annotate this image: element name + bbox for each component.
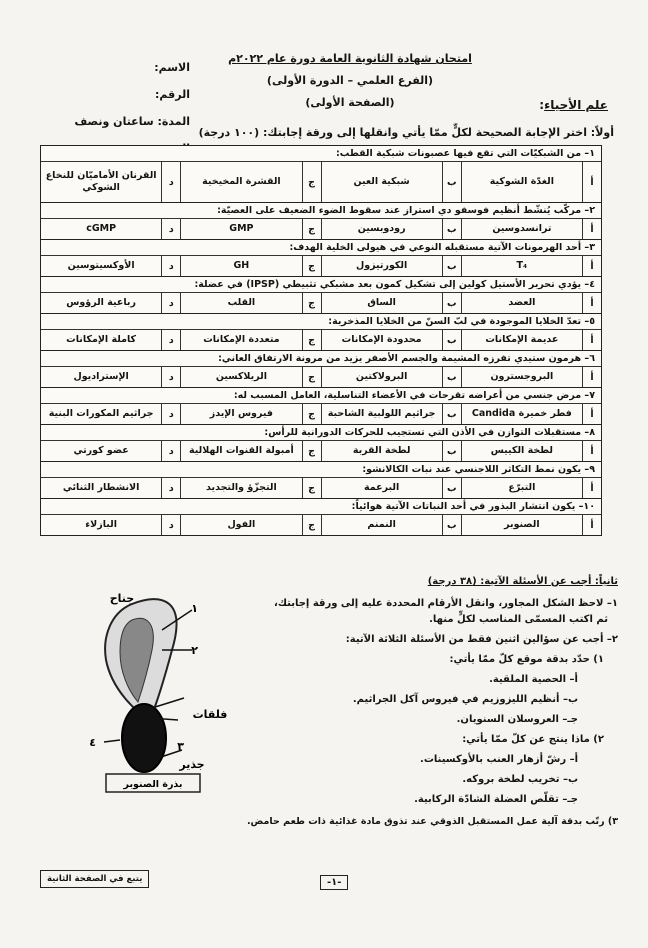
q1-option-text: عضو كورتي [73,445,129,456]
q1-option-letter: د [161,293,180,313]
figure-number-1: ١ [191,602,198,615]
q1-option[interactable] [41,293,180,313]
q1-option-text: رودوبسين [357,223,406,234]
q1-option[interactable] [461,293,601,313]
q1-option-text: GH [233,260,250,271]
q1-option[interactable] [461,478,601,498]
q1-option-text: الساق [367,297,396,308]
q1-item-stem: ٣– أحد الهرمونات الآتية مستقبله النوعي في هيولى الخلية الهدف: [41,240,601,256]
subject-label: علم الأحياء: [539,98,608,112]
q2-item2-line: ٢– أجب عن سؤالين اثنين فقط من الأسئلة الثلاثة الآتية: [345,634,618,645]
q2-sub1-a: أ– الحصية الملقية. [489,674,578,685]
figure-caption: بذرة الصنوبر [123,779,183,790]
q1-option-letter: ج [302,219,321,239]
q1-option-letter: أ [582,404,601,424]
q1-option-letter: أ [582,441,601,461]
q1-option-text: cGMP [86,223,117,234]
q2-sub2-a: أ– رشّ أزهار العنب بالأوكسينات. [420,754,578,765]
q1-option-text: لطخة الكييس [490,445,554,456]
q1-option[interactable] [321,219,461,239]
q1-option-letter: د [161,515,180,535]
q1-option[interactable] [180,515,320,535]
q1-option[interactable] [461,404,601,424]
q2-section [178,574,618,830]
q1-option[interactable] [180,293,320,313]
q1-option-letter: ج [302,515,321,535]
q1-option[interactable] [180,404,320,424]
q1-option[interactable] [461,162,601,202]
q2-sub2: ٢) ماذا ينتج عن كلّ ممّا يأتي: [462,734,604,745]
q1-option-text: العضد [508,297,536,308]
q1-option[interactable] [461,367,601,387]
q1-option-text: عديمة الإمكانات [485,334,559,345]
q1-option-letter: ب [442,367,461,387]
q1-title: أولاً: اختر الإجابة الصحيحة لكلٍّ ممّا يأتي وانقلها إلى ورقة إجابتك: (١٠٠ درجة) [198,126,614,139]
q1-option-text: الانشطار الثنائي [62,482,140,493]
q1-item-stem: ٦– هرمون ستيدي تفرزه المشيمة والجسم الأصفر يزيد من مرونة الارتفاق العاني: [41,351,601,367]
q1-option-text: الصنوبر [504,519,540,530]
q1-option-letter: د [161,162,180,202]
q1-option-text: رباعية الرؤوس [66,297,136,308]
q1-option-letter: ب [442,256,461,276]
q1-options-row [41,330,601,351]
q2-sub1-c: جـ– العروسلان السنويان. [456,714,578,725]
q1-option[interactable] [41,515,180,535]
exam-branch: (الفرع العلمي – الدورة الأولى) [266,74,434,87]
figure-label-cotyledons: فلقات [192,708,228,721]
q1-option[interactable] [180,256,320,276]
q2-sub1: ١) حدّد بدقة موقع كلّ ممّا يأتي: [449,654,604,665]
q1-option[interactable] [41,256,180,276]
q1-option-letter: د [161,219,180,239]
q1-option[interactable] [321,441,461,461]
q1-option-letter: د [161,404,180,424]
q1-item-stem: ١– من الشبكيّات التي تقع فيها عصبونات شبكية القطب: [41,146,601,162]
q1-option-letter: ب [442,478,461,498]
q1-options-row [41,404,601,425]
q1-option-letter: د [161,367,180,387]
q1-option-letter: أ [582,367,601,387]
q1-option[interactable] [41,367,180,387]
q1-option[interactable] [180,162,320,202]
q1-option[interactable] [41,404,180,424]
q1-option[interactable] [321,256,461,276]
q1-option-letter: أ [582,293,601,313]
q1-option-text: الإستراديول [73,371,129,382]
q1-option[interactable] [321,162,461,202]
q1-option-text: التجزّؤ والتجديد [206,482,277,493]
q1-option-text: القرنان الأماميّان للنخاع الشوكي [45,170,157,193]
q1-option-text: الفول [227,519,256,530]
q1-option-text: الأوكسيتوسين [67,260,135,271]
q1-option[interactable] [321,515,461,535]
exam-session: (الصفحة الأولى) [305,96,395,109]
q1-option-letter: د [161,330,180,350]
q1-option-text: فيروس الإيدز [209,408,273,419]
q1-option-letter: أ [582,478,601,498]
q1-option-text: ترانسدوسين [492,223,552,234]
q1-option-letter: ب [442,441,461,461]
page-number: -١- [320,875,348,890]
q1-options-row [41,219,601,240]
pine-seed-drawing [89,590,242,800]
q1-options-row [41,441,601,462]
q1-option-letter: ج [302,367,321,387]
q1-option-text: شبكية العين [353,176,410,187]
q1-option-letter: ب [442,162,461,202]
q1-option-letter: ج [302,330,321,350]
q1-option[interactable] [41,441,180,461]
q1-option[interactable] [321,367,461,387]
duration-label: المدة: ساعتان ونصف [74,115,190,128]
q2-item1-line2: ثم اكتب المسمّى المناسب لكلٍّ منها. [429,614,608,625]
q1-option-letter: ج [302,293,321,313]
q1-option[interactable] [41,330,180,350]
q1-option[interactable] [461,256,601,276]
q1-option-text: القشرة المخيخية [202,176,281,187]
q1-option-letter: ب [442,515,461,535]
q1-option-text: كاملة الإمكانات [66,334,137,345]
q1-option[interactable] [180,441,320,461]
q1-option[interactable] [461,330,601,350]
q1-option-text: التبرّع [508,482,536,493]
q1-option-letter: ب [442,330,461,350]
q1-option-letter: د [161,478,180,498]
figure-number-3: ٣ [177,740,184,753]
number-label: الرقم: [155,88,190,101]
q1-option-letter: ج [302,256,321,276]
q1-option[interactable] [321,404,461,424]
q1-option-letter: ب [442,293,461,313]
q1-option-letter: أ [582,219,601,239]
q1-item-stem: ٧– مرض جنسي من أعراضه تقرحات في الأعضاء التناسلية، العامل المسبب له: [41,388,601,404]
q1-option-text: GMP [229,223,254,234]
q1-option[interactable] [321,330,461,350]
q1-option[interactable] [321,478,461,498]
figure-number-2: ٢ [191,644,198,657]
q1-item-stem: ٥– تعدّ الخلايا الموجودة في لبّ السنّ من الخلايا المذخرية: [41,314,601,330]
q1-option-letter: د [161,441,180,461]
q1-option-text: فطر خميرة Candida [471,408,572,419]
q1-option-letter: د [161,256,180,276]
q1-option-letter: ب [442,404,461,424]
q1-option-text: أمبولة القنوات الهلالية [189,445,294,456]
figure-label-root: جذير [179,758,205,771]
pine-seed-figure [89,590,242,800]
figure-label-wing: جناح [109,592,135,605]
q1-option[interactable] [180,330,320,350]
q1-item-stem: ٤– يؤدي تحرير الأستيل كولين إلى تشكيل كمون بعد مشبكي تثبيطي (IPSP) في عضلة: [41,277,601,293]
q2-sub2-b: ب– تخريب لطخة بروكه. [462,774,578,785]
name-label: الاسم: [154,61,190,74]
q2-title: ثانياً: أجب عن الأسئلة الآتية: (٣٨ درجة) [427,576,618,587]
q1-option[interactable] [41,478,180,498]
q1-item-stem: ٨– مستقبلات التوازن في الأذن التي تستجيب للحركات الدورانية للرأس: [41,425,601,441]
figure-number-4: ٤ [89,736,96,749]
q1-option[interactable] [461,441,601,461]
q1-option-text: البرعمة [364,482,400,493]
q1-option[interactable] [41,162,180,202]
q1-option-text: النمنم [367,519,396,530]
q1-options-row [41,367,601,388]
q1-option-text: الكورتيزول [355,260,408,271]
q1-option-text: جراثيم اللولبية الشاحبة [327,408,436,419]
q1-options-row [41,515,601,535]
q1-option-text: T₄ [516,260,528,271]
q1-option-letter: أ [582,330,601,350]
q1-option-text: الريلاكسين [215,371,267,382]
q1-option-text: الغدّة الشوكية [489,176,554,187]
q1-options-row [41,478,601,499]
q2-sub3: ٣) رتّب بدقة آلية عمل المستقبل الذوقي عند تذوق مادة غذائية ذات طعم حامض. [246,816,618,827]
q1-option-text: البرولاكتين [355,371,408,382]
q1-item-stem: ١٠– يكون انتشار البذور في أحد النباتات الآتية هوائياً: [41,499,601,515]
q1-option-text: جراثيم المكورات البنية [48,408,154,419]
q1-option-letter: أ [582,515,601,535]
q1-option-letter: ج [302,162,321,202]
q1-option-text: البروجسترون [490,371,554,382]
q1-option-letter: ج [302,478,321,498]
q1-option[interactable] [180,219,320,239]
q1-options-row [41,256,601,277]
q1-option[interactable] [180,367,320,387]
q1-option[interactable] [461,219,601,239]
q1-option[interactable] [321,293,461,313]
q1-item-stem: ٩– يكون نمط التكاثر اللاجنسي عند نبات الكالانشو: [41,462,601,478]
q2-item1-line1: ١– لاحظ الشكل المجاور، وانقل الأرقام المحددة عليه إلى ورقة إجابتك، [274,598,618,609]
q1-option-letter: ب [442,219,461,239]
exam-title-block [200,48,500,114]
q1-item-stem: ٢– مركّب يُنشّط أنظيم فوسفو دي استراز عند سقوط الضوء الضعيف على العصيّة: [41,203,601,219]
q1-options-row [41,162,601,203]
q2-sub1-b: ب– أنظيم الليزوزيم في فيروس آكل الجراثيم. [352,694,578,705]
q1-options-row [41,293,601,314]
q1-option-letter: أ [582,256,601,276]
q1-option-text: القلب [227,297,256,308]
continue-note: يتبع في الصفحة الثانية [40,870,149,888]
q1-option[interactable] [180,478,320,498]
exam-title: امتحان شهادة الثانوية العامة دورة عام ٢٠٢٢م [228,52,472,65]
q1-option[interactable] [41,219,180,239]
q1-option-letter: أ [582,162,601,202]
q2-sub2-c: جـ– تقلّص العضلة الشادّة الركابية. [414,794,578,805]
q1-option-letter: ج [302,404,321,424]
q1-option[interactable] [461,515,601,535]
q1-option-text: محدودة الإمكانات [341,334,422,345]
q1-option-text: البازلاء [85,519,117,530]
q1-option-text: لطخة القربة [352,445,411,456]
q1-table [40,145,602,536]
q1-option-letter: ج [302,441,321,461]
q1-option-text: متعددة الإمكانات [203,334,280,345]
